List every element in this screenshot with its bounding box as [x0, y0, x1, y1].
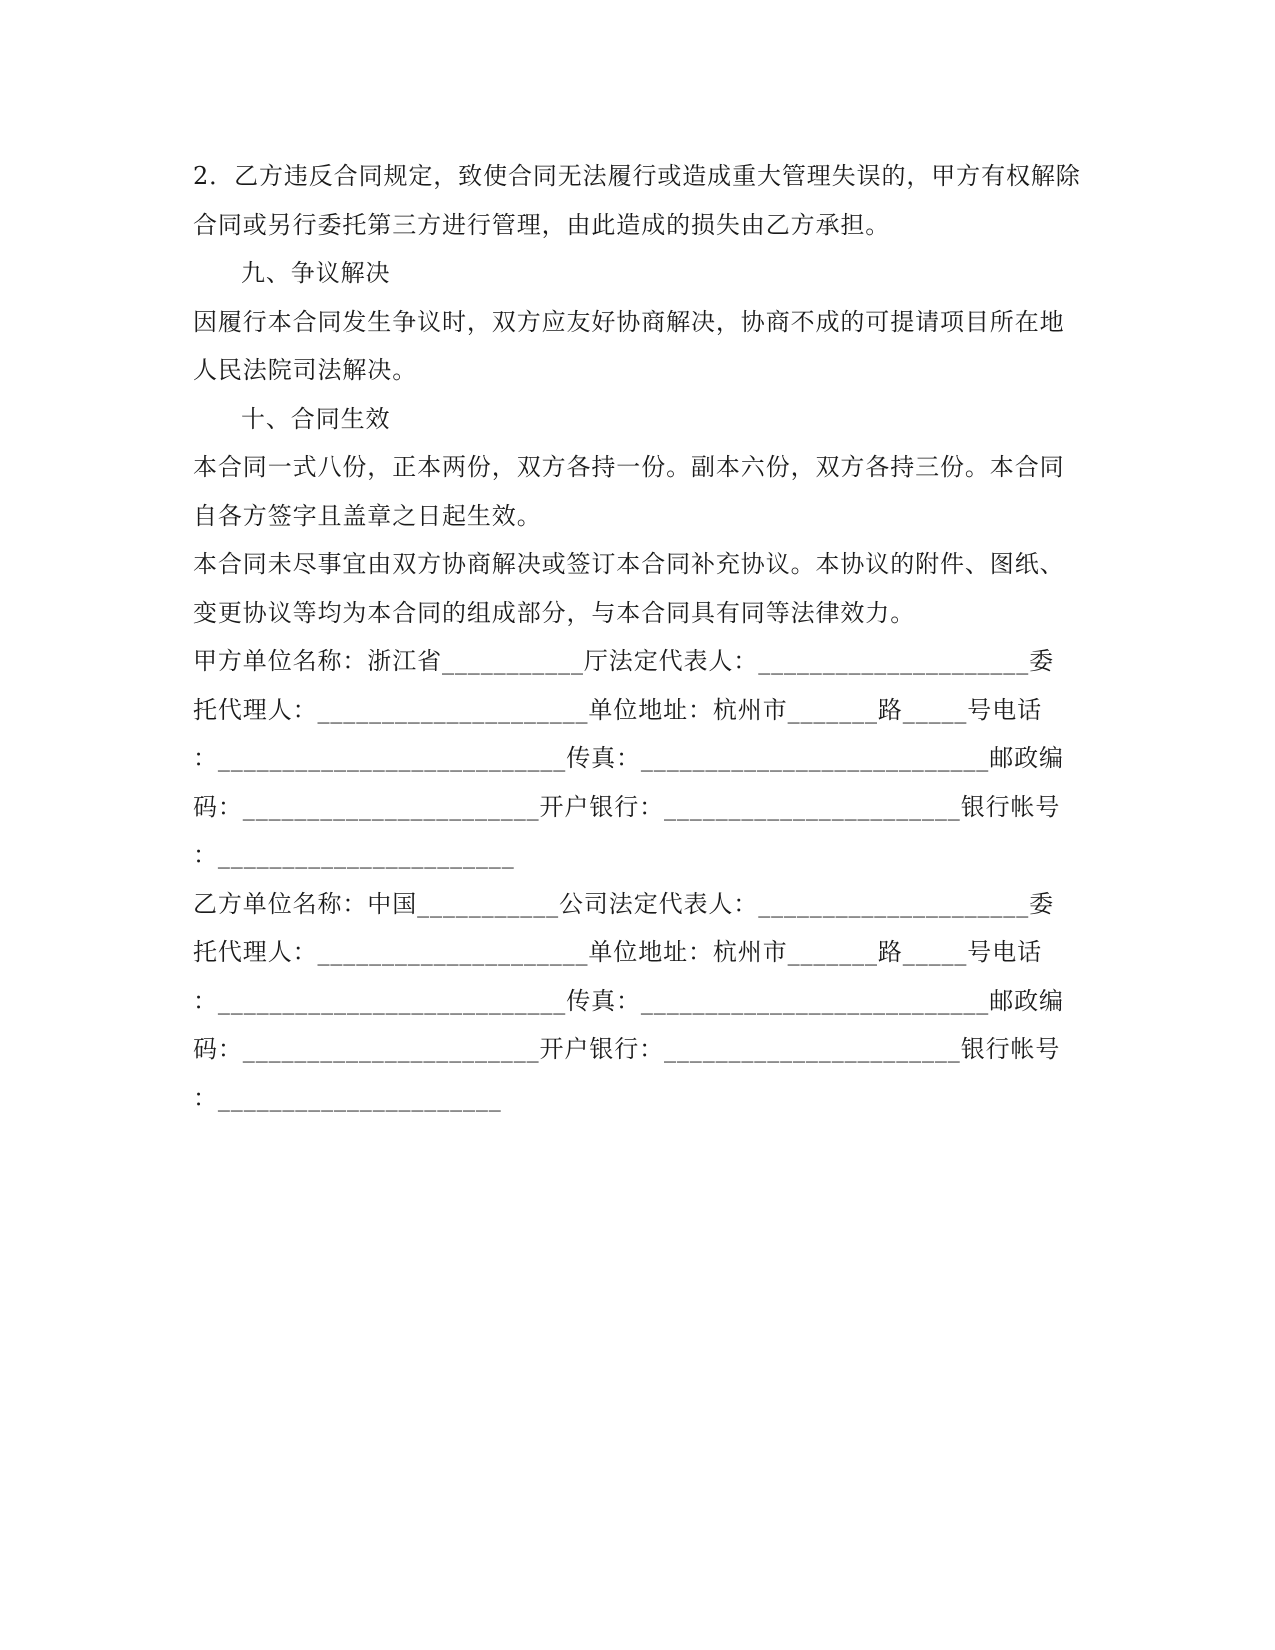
- party-b-line-2: 托代理人：_____________________单位地址：杭州市_______路_____号电话: [193, 938, 1042, 966]
- party-a-line-5: ：_______________________: [193, 841, 515, 869]
- supplementary-line-1: 本合同未尽事宜由双方协商解决或签订本合同补充协议。本协议的附件、图纸、: [193, 550, 1065, 578]
- dispute-resolution-line-1: 因履行本合同发生争议时，双方应友好协商解决，协商不成的可提请项目所在地: [193, 307, 1065, 336]
- supplementary-line-2: 变更协议等均为本合同的组成部分，与本合同具有同等法律效力。: [193, 598, 916, 627]
- party-b-line-4: 码：_______________________开户银行：_______________________银行帐号: [193, 1035, 1061, 1063]
- party-a-line-1: 甲方单位名称：浙江省___________厅法定代表人：_____________________委: [193, 647, 1054, 675]
- party-b-line-1: 乙方单位名称：中国___________公司法定代表人：_____________________委: [193, 889, 1054, 918]
- contract-effect-line-2: 自各方签字且盖章之日起生效。: [193, 501, 542, 530]
- section-heading-dispute-resolution: 九、争议解决: [241, 259, 391, 287]
- party-a-line-3: ：___________________________传真：___________________________邮政编: [193, 744, 1064, 772]
- party-b-line-5: ：______________________: [193, 1083, 502, 1112]
- dispute-resolution-line-2: 人民法院司法解决。: [193, 356, 418, 384]
- party-a-line-2: 托代理人：_____________________单位地址：杭州市_______路_____号电话: [193, 695, 1042, 724]
- party-a-line-4: 码：_______________________开户银行：_______________________银行帐号: [193, 792, 1061, 821]
- clause-8-item-2-line-1: 2．乙方违反合同规定，致使合同无法履行或造成重大管理失误的，甲方有权解除: [193, 162, 1081, 190]
- section-heading-contract-effect: 十、合同生效: [241, 404, 391, 433]
- clause-8-item-2-line-2: 合同或另行委托第三方进行管理，由此造成的损失由乙方承担。: [193, 210, 891, 239]
- party-b-line-3: ：___________________________传真：___________________________邮政编: [193, 986, 1064, 1015]
- document-page: [193, 152, 1083, 1122]
- contract-effect-line-1: 本合同一式八份，正本两份，双方各持一份。副本六份，双方各持三份。本合同: [193, 453, 1065, 481]
